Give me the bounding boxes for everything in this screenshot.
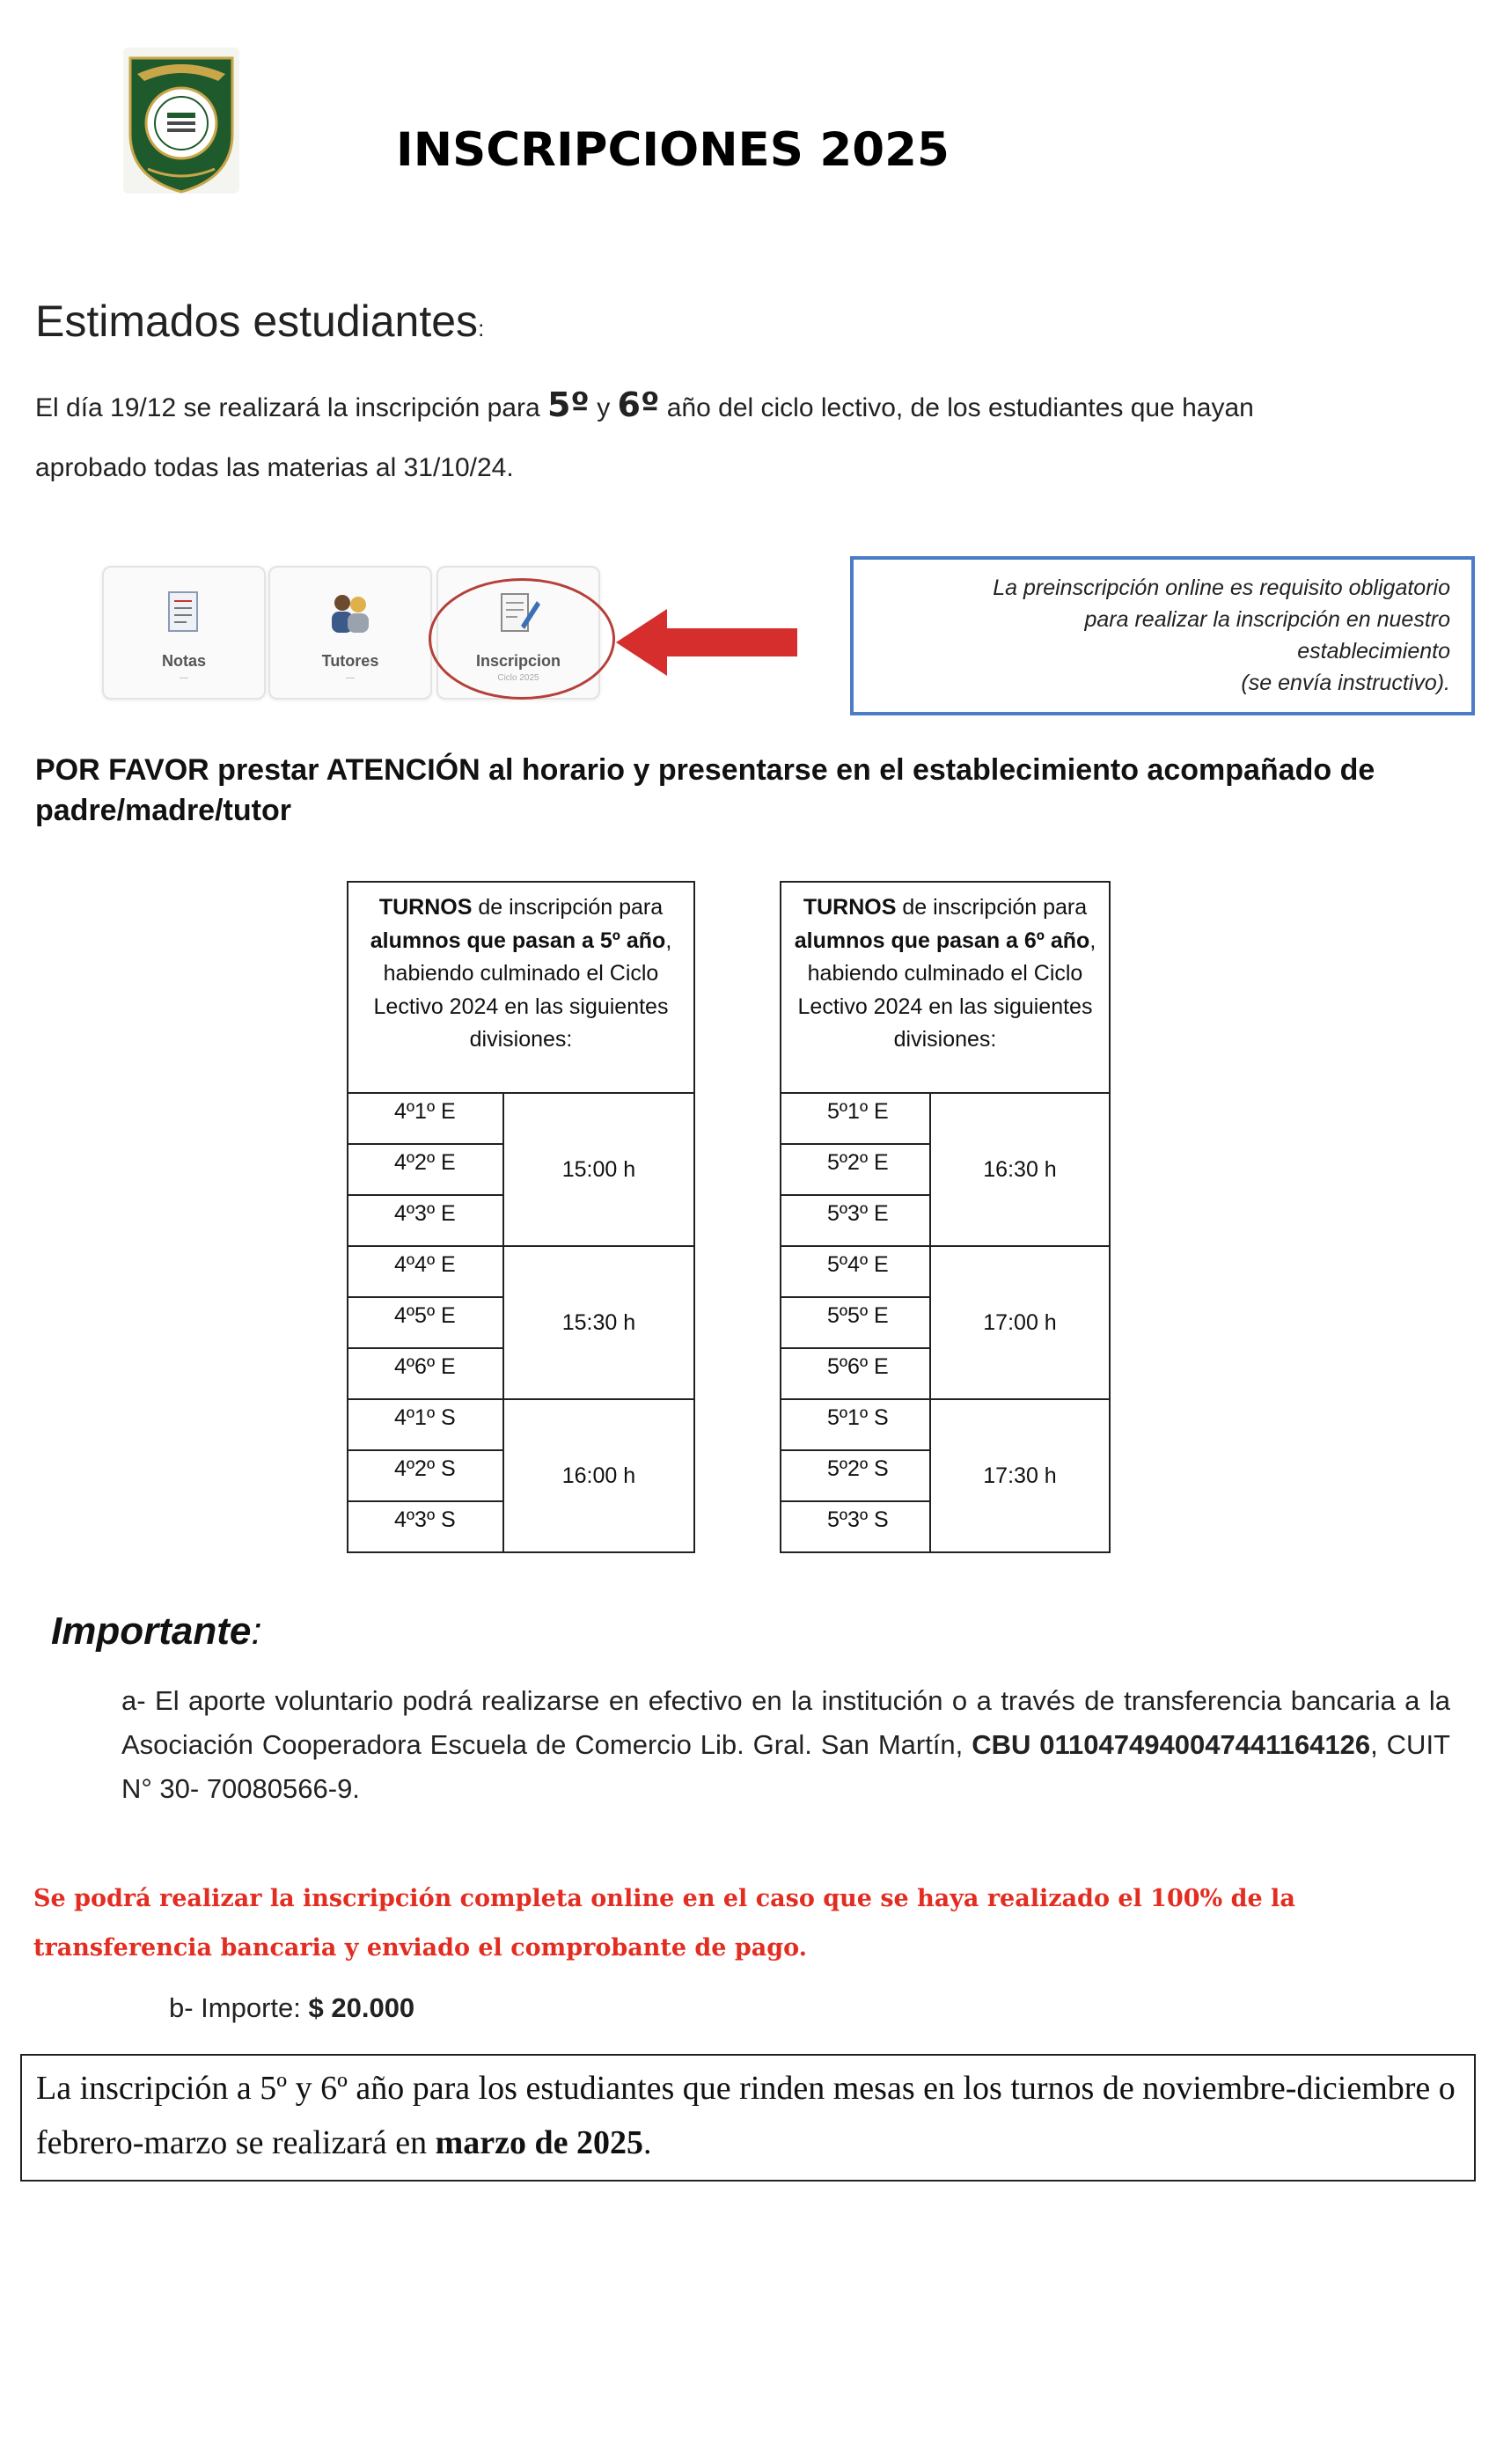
schedule-table-6th [780,881,1111,1553]
greeting [35,296,484,347]
note-line: para realizar la inscripción en nuestro [1084,607,1450,632]
grade-6: 6º [617,385,660,424]
preinscription-note [850,556,1475,715]
attention-notice: POR FAVOR prestar ATENCIÓN al horario y presentarse en el establecimiento acompañado de padre/madre/tutor [35,753,1375,827]
division-cell: 4º6º E [348,1348,503,1399]
page-title: INSCRIPCIONES 2025 [396,123,950,177]
header-bold: TURNOS [803,895,897,920]
time-cell: 15:30 h [503,1246,694,1399]
header-text: de inscripción para [896,895,1088,920]
time-cell: 16:30 h [930,1093,1110,1246]
note-line: La preinscripción online es requisito obligatorio [993,576,1450,600]
time-cell: 17:00 h [930,1246,1110,1399]
division-cell: 4º2º S [348,1450,503,1501]
division-cell: 4º2º E [348,1144,503,1195]
division-cell: 4º1º E [348,1093,503,1144]
header-text: de inscripción para [472,895,664,920]
header-bold-2: alumnos que pasan a 5º año [370,928,666,953]
amount-label: b- Importe: [169,1992,309,2023]
tutors-icon [323,587,376,640]
final-date: marzo de 2025 [435,2124,643,2161]
grade-5: 5º [546,385,590,424]
tile-label: Tutores [321,652,379,670]
school-crest-icon [121,46,241,195]
march-enrollment-notice [20,2054,1476,2182]
portal-tile-notas [102,566,266,700]
division-cell: 4º4º E [348,1246,503,1297]
portal-tile-tutores [268,566,432,700]
division-cell: 4º3º S [348,1501,503,1552]
greeting-text: Estimados estudiantes [35,297,479,346]
division-cell: 4º3º E [348,1195,503,1246]
header-bold: TURNOS [378,895,473,920]
header-text-2: , habiendo culminado el Ciclo Lectivo 2024 en las siguientes divisiones: [373,928,672,1052]
tile-sub: Ciclo 2025 [497,673,539,683]
final-period: . [642,2124,652,2161]
header-bold-2: alumnos que pasan a 6º año [794,928,1090,953]
tile-sub: — [346,673,355,683]
division-cell: 4º1º S [348,1399,503,1450]
time-cell: 17:30 h [930,1399,1110,1552]
intro-text-2: año del ciclo lectivo, de los estudiantes que hayan [659,393,1254,422]
item-a-text: El aporte voluntario podrá realizarse en efectivo en la institución o a través de transferencia bancaria a la Asociación Cooperadora Escuela de Comercio Lib. Gral. San Martín, [121,1685,1450,1760]
item-b-amount [169,1992,414,2024]
division-cell: 5º4º E [781,1246,930,1297]
online-enrollment-notice: Se podrá realizar la inscripción completa online en el caso que se haya realizado el 100% de la transferencia bancaria y enviado el comprobante de pago. [33,1885,1295,1962]
schedule-table-5th [347,881,695,1553]
note-line: (se envía instructivo). [1241,671,1450,695]
time-cell: 15:00 h [503,1093,694,1246]
greeting-colon: : [478,315,485,341]
division-cell: 4º5º E [348,1297,503,1348]
intro-conj: y [589,393,618,422]
note-line: establecimiento [1297,639,1450,664]
division-cell: 5º2º E [781,1144,930,1195]
intro-text: El día 19/12 se realizará la inscripción para [35,393,547,422]
tile-label: Inscripcion [475,652,561,670]
notes-icon [157,587,209,640]
item-a-voluntary-contribution [121,1679,1450,1811]
highlight-circle [429,578,615,700]
tile-sub: — [180,673,188,683]
division-cell: 5º3º E [781,1195,930,1246]
tile-label: Notas [161,652,206,670]
amount-value: $ 20.000 [308,1992,415,2023]
important-colon: : [251,1610,262,1653]
header-text-2: , habiendo culminado el Ciclo Lectivo 2024 en las siguientes divisiones: [797,928,1096,1052]
final-text: La inscripción a 5º y 6º año para los estudiantes que rinden mesas en los turnos de noviembre-diciembre o febrero-marzo se realizará en [36,2070,1456,2161]
division-cell: 5º1º E [781,1093,930,1144]
division-cell: 5º2º S [781,1450,930,1501]
cuit-text: , CUIT N° 30- 70080566-9. [121,1729,1450,1804]
school-crest-logo [121,46,241,195]
division-cell: 5º3º S [781,1501,930,1552]
division-cell: 5º5º E [781,1297,930,1348]
intro-line-2: aprobado todas las materias al 31/10/24. [35,453,514,482]
red-arrow-icon [616,607,801,678]
table-header [348,882,694,1093]
important-title: Importante [51,1610,252,1653]
division-cell: 5º1º S [781,1399,930,1450]
cbu-number: CBU 0110474940047441164126 [972,1729,1371,1760]
intro-line-1 [35,385,1443,426]
division-cell: 5º6º E [781,1348,930,1399]
important-heading [51,1610,262,1654]
table-header [781,882,1110,1093]
item-a-prefix: a- [121,1685,156,1716]
time-cell: 16:00 h [503,1399,694,1552]
